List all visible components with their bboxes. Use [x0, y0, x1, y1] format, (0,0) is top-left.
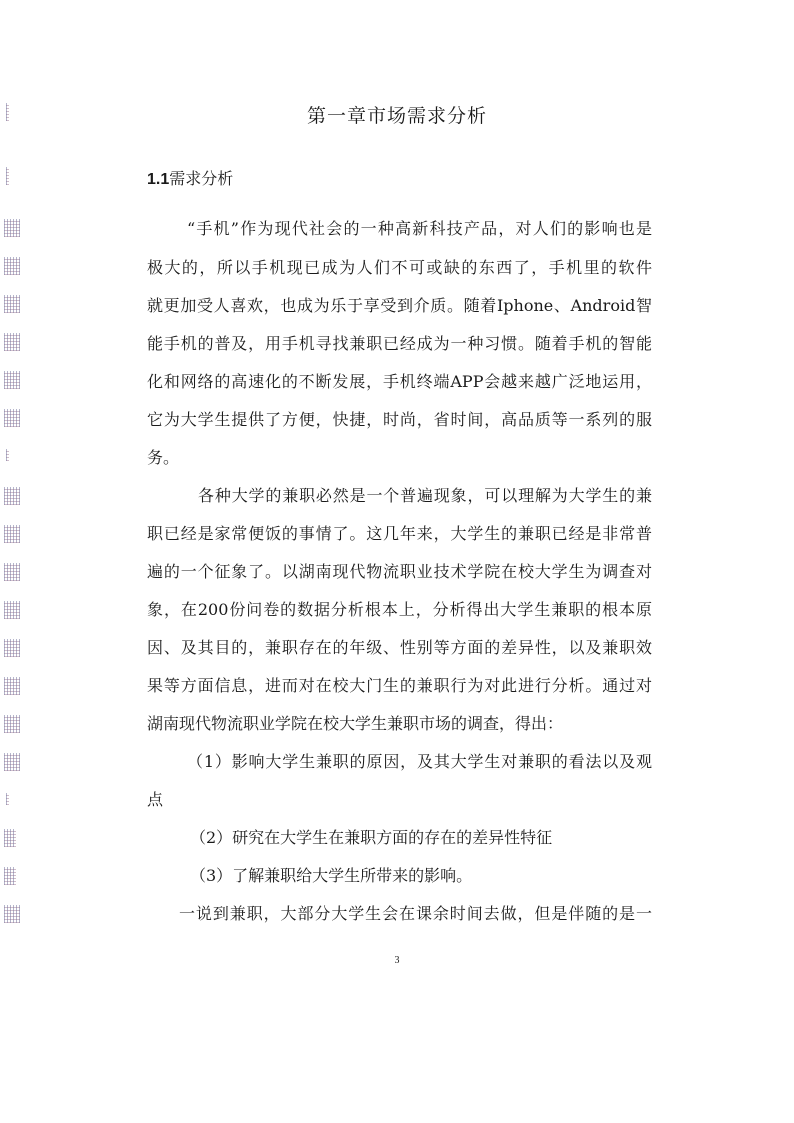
section-title: 需求分析: [169, 169, 234, 188]
margin-mark: [4, 601, 20, 619]
body-line: 就更加受人喜欢，也成为乐于享受到介质。随着Iphone、Android智: [147, 296, 652, 315]
page-number: 3: [394, 955, 400, 966]
margin-mark: [6, 103, 9, 121]
body-line: 因、及其目的，兼职存在的年级、性别等方面的差异性，以及兼职效: [147, 638, 652, 657]
body-line: 能手机的普及，用手机寻找兼职已经成为一种习惯。随着手机的智能: [147, 334, 652, 353]
margin-mark: [4, 295, 20, 313]
list-item: （2）研究在大学生在兼职方面的存在的差异性特征: [190, 828, 553, 847]
margin-mark: [4, 563, 20, 581]
margin-mark: [4, 371, 20, 389]
margin-mark: [4, 753, 20, 771]
body-line: 湖南现代物流职业学院在校大学生兼职市场的调查，得出：: [147, 714, 564, 733]
margin-mark: [4, 525, 20, 543]
body-line: 职已经是家常便饭的事情了。这几年来，大学生的兼职已经是非常普: [147, 524, 652, 543]
margin-mark: [4, 829, 16, 847]
body-line: 各种大学的兼职必然是一个普遍现象，可以理解为大学生的兼: [198, 486, 652, 505]
body-line: 遍的一个征象了。以湖南现代物流职业技术学院在校大学生为调查对: [147, 562, 652, 581]
body-line: 化和网络的高速化的不断发展，手机终端APP会越来越广泛地运用，: [147, 372, 652, 391]
margin-mark: [4, 867, 16, 885]
chapter-title: 第一章市场需求分析: [306, 105, 487, 127]
list-item: （3）了解兼职给大学生所带来的影响。: [190, 866, 473, 885]
margin-mark: [4, 639, 20, 657]
body-line: 它为大学生提供了方便，快捷，时尚，省时间，高品质等一系列的服: [147, 410, 652, 429]
body-line: 极大的，所以手机现已成为人们不可或缺的东西了，手机里的软件: [147, 258, 652, 277]
list-item: （1）影响大学生兼职的原因，及其大学生对兼职的看法以及观: [187, 752, 652, 771]
body-line: 果等方面信息，进而对在校大门生的兼职行为对此进行分析。通过对: [147, 676, 652, 695]
body-line: 象，在200份问卷的数据分析根本上，分析得出大学生兼职的根本原: [147, 600, 652, 619]
list-item-continuation: 点: [147, 790, 164, 809]
margin-mark: [4, 487, 20, 505]
section-number: 1.1: [147, 171, 170, 188]
margin-mark: [4, 257, 20, 275]
margin-mark: [6, 793, 9, 805]
margin-mark: [4, 333, 20, 351]
margin-mark: [4, 677, 20, 695]
body-line: 务。: [147, 448, 180, 467]
margin-mark: [4, 219, 20, 237]
margin-mark: [6, 449, 9, 461]
margin-mark: [4, 715, 20, 733]
margin-mark: [4, 905, 20, 923]
body-line: “手机”作为现代社会的一种高新科技产品，对人们的影响也是: [187, 219, 652, 238]
body-line: 一说到兼职，大部分大学生会在课余时间去做，但是伴随的是一: [179, 904, 652, 923]
section-heading: [147, 166, 233, 189]
margin-mark: [4, 409, 20, 427]
margin-mark: [6, 167, 9, 185]
